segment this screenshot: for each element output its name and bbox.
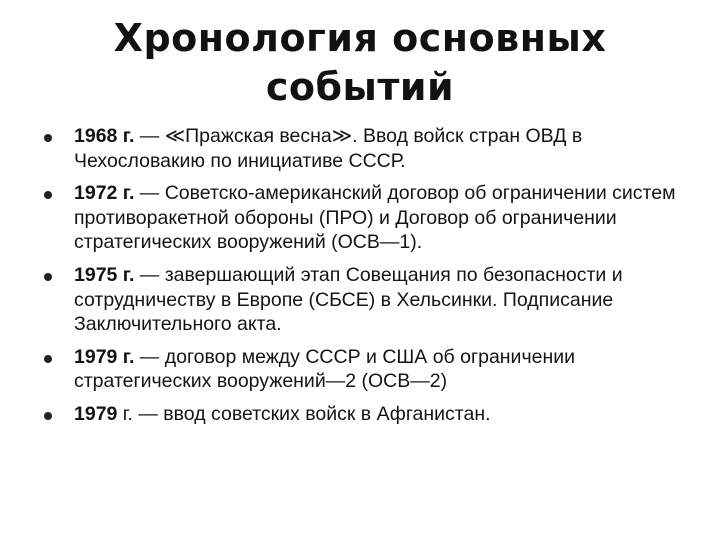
- event-year: 1968 г.: [74, 125, 135, 147]
- event-text: — ≪Пражская весна≫. Ввод войск стран ОВД в Чехословакию по инициативе СССР.: [74, 125, 583, 172]
- bullet-icon: [44, 412, 52, 420]
- bullet-icon: [44, 134, 52, 142]
- bullet-icon: [44, 355, 52, 363]
- list-item: [40, 124, 680, 173]
- event-text: г. — ввод советских войск в Афганистан.: [117, 402, 491, 425]
- event-year: 1979: [74, 402, 118, 425]
- slide-title: Хронология основных событий: [113, 16, 607, 109]
- bullet-icon: [44, 191, 52, 199]
- event-text: — Советско-американский договор об ограничении систем противоракетной обороны (ПРО) и Договор об ограничении стратегических вооружений (ОСВ—1).: [74, 182, 676, 254]
- list-item: [40, 181, 680, 255]
- bullet-icon: [44, 273, 52, 281]
- list-item: [40, 263, 680, 337]
- event-year: 1972 г.: [74, 182, 135, 205]
- event-text: — договор между СССР и США об ограничении стратегических вооружений—2 (ОСВ—2): [74, 345, 576, 393]
- event-year: 1975 г.: [74, 263, 135, 286]
- list-item: [40, 345, 680, 394]
- event-text: — завершающий этап Совещания по безопасности и сотрудничеству в Европе (СБСЕ) в Хельсинки. Подписание Заключительного акта.: [74, 263, 623, 336]
- list-item: [40, 402, 680, 427]
- events-list: [40, 124, 680, 427]
- event-year: 1979 г.: [74, 345, 135, 368]
